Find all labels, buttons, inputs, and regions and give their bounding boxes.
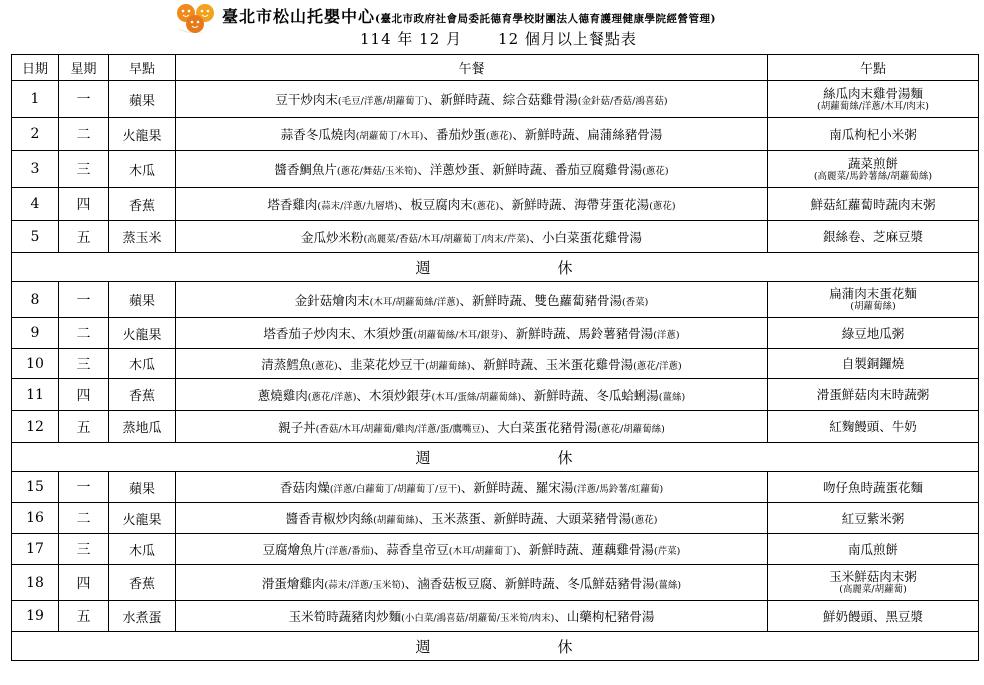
- lunch-dish: 親子丼: [278, 419, 316, 435]
- snack-cell: [768, 565, 979, 601]
- lunch-dish: 、蒜香皇帝豆: [373, 542, 449, 557]
- lunch-ingredients: (洋蔥/馬鈴薯/紅蘿蔔): [573, 484, 664, 495]
- rest-label-a: 週: [415, 448, 433, 467]
- table-row: [12, 534, 979, 565]
- weekend-rest-label: [12, 443, 979, 472]
- snack-cell: [768, 349, 979, 379]
- weekday-cell: 五: [59, 411, 109, 443]
- table-row: [12, 221, 979, 253]
- weekday-cell: 四: [59, 565, 109, 601]
- lunch-ingredients: (香菇/木耳/胡蘿蔔/雞肉/洋蔥/蛋/鷹嘴豆): [315, 423, 485, 435]
- lunch-cell: [176, 472, 768, 503]
- lunch-dish: 豆干炒肉末: [275, 92, 338, 107]
- lunch-dish: 金瓜炒米粉: [301, 229, 364, 245]
- lunch-ingredients: (芹菜): [653, 546, 681, 557]
- lunch-ingredients: (胡蘿蔔絲): [373, 515, 419, 526]
- lunch-ingredients: (蔥花/洋蔥): [633, 360, 682, 372]
- table-body: [12, 81, 979, 661]
- snack-dish: 南瓜煎餅: [847, 541, 898, 557]
- lunch-ingredients: (蔥花): [649, 201, 676, 212]
- date-cell: 17: [12, 534, 59, 565]
- lunch-dish: 、新鮮時蔬、冬瓜蛤蜊湯: [521, 387, 659, 403]
- date-cell: 19: [12, 601, 59, 632]
- lunch-dish: 、新鮮時蔬、馬鈴薯豬骨湯: [503, 326, 654, 341]
- lunch-cell: [176, 503, 768, 534]
- snack-cell: [768, 601, 979, 632]
- lunch-cell: [176, 151, 768, 188]
- lunch-ingredients: (香菜): [621, 296, 649, 308]
- table-row: [12, 81, 979, 118]
- weekday-cell: 三: [59, 349, 109, 379]
- lunch-cell: [176, 601, 768, 632]
- breakfast-cell: 蒸玉米: [109, 221, 176, 253]
- lunch-dish: 、木須炒銀芽: [356, 387, 432, 403]
- date-cell: 16: [12, 503, 59, 534]
- lunch-cell: [176, 349, 768, 379]
- snack-cell: [768, 411, 979, 443]
- lunch-dish: 、滷香菇板豆腐、新鮮時蔬、冬瓜鮮菇豬骨湯: [404, 575, 655, 591]
- table-row: [12, 118, 979, 151]
- lunch-ingredients: (蔥花): [472, 201, 500, 212]
- date-cell: 1: [12, 81, 59, 118]
- lunch-ingredients: (蔥花): [631, 515, 658, 526]
- table-row: [12, 318, 979, 349]
- table-row: [12, 349, 979, 379]
- snack-dish: 銀絲卷、芝麻豆漿: [822, 229, 923, 244]
- snack-dish: 玉米鮮菇肉末粥: [829, 569, 917, 584]
- lunch-dish: 、新鮮時蔬、雙色蘿蔔豬骨湯: [459, 292, 622, 308]
- lunch-dish: 金針菇燴肉末: [294, 292, 370, 308]
- snack-dish: 綠豆地瓜粥: [841, 325, 905, 341]
- lunch-ingredients: (蒜末/洋蔥/玉米筍): [324, 579, 405, 591]
- breakfast-cell: 木瓜: [109, 534, 176, 565]
- snack-cell: [768, 118, 979, 151]
- table-row: [12, 379, 979, 411]
- lunch-ingredients: (木耳/胡蘿蔔絲/洋蔥): [369, 296, 460, 308]
- lunch-ingredients: (蔥花): [642, 166, 669, 177]
- lunch-dish: 豆腐燴魚片: [262, 542, 326, 557]
- lunch-dish: 滑蛋燴雞肉: [261, 575, 325, 591]
- date-cell: 18: [12, 565, 59, 601]
- snack-cell: [768, 151, 979, 188]
- lunch-ingredients: (木耳/蛋絲/胡蘿蔔絲): [431, 391, 522, 403]
- snack-cell: [768, 472, 979, 503]
- table-header-row: [12, 55, 979, 81]
- breakfast-cell: 蘋果: [109, 81, 176, 118]
- lunch-ingredients: (高麗菜/香菇/木耳/胡蘿蔔丁/肉末/芹菜): [363, 233, 530, 245]
- lunch-ingredients: (洋蔥/白蘿蔔丁/胡蘿蔔丁/豆干): [329, 484, 461, 495]
- lunch-dish: 、山藥枸杞豬骨湯: [554, 609, 655, 624]
- date-cell: 15: [12, 472, 59, 503]
- table-row: [12, 601, 979, 632]
- center-name: 臺北市松山托嬰中心: [222, 7, 376, 26]
- lunch-dish: 、玉米蒸蛋、新鮮時蔬、大頭菜豬骨湯: [418, 511, 632, 526]
- breakfast-cell: 火龍果: [109, 318, 176, 349]
- weekday-cell: 一: [59, 81, 109, 118]
- snack-dish: 鮮菇紅蘿蔔時蔬肉末粥: [810, 196, 936, 212]
- weekday-cell: 一: [59, 282, 109, 318]
- snack-ingredients: (高麗菜/馬鈴薯絲/胡蘿蔔絲): [813, 170, 933, 182]
- rest-label-b: 休: [557, 258, 575, 277]
- snack-cell: [768, 81, 979, 118]
- lunch-cell: [176, 118, 768, 151]
- lunch-dish: 清蒸鱈魚: [261, 356, 312, 372]
- col-lunch: 午餐: [176, 55, 768, 81]
- weekday-cell: 三: [59, 151, 109, 188]
- col-weekday: 星期: [59, 55, 109, 81]
- weekday-cell: 五: [59, 601, 109, 632]
- lunch-ingredients: (洋蔥/番茄): [325, 546, 374, 557]
- lunch-dish: 蔥燒雞肉: [257, 387, 308, 403]
- lunch-cell: [176, 534, 768, 565]
- lunch-dish: 、番茄炒蛋: [423, 127, 486, 142]
- weekend-rest-label: [12, 632, 979, 661]
- date-cell: 10: [12, 349, 59, 379]
- snack-cell: [768, 221, 979, 253]
- col-snack: 午點: [768, 55, 979, 81]
- lunch-dish: 玉米筍時蔬豬肉炒麵: [288, 609, 402, 624]
- lunch-ingredients: (毛豆/洋蔥/胡蘿蔔丁): [337, 96, 428, 107]
- breakfast-cell: 火龍果: [109, 503, 176, 534]
- date-cell: 5: [12, 221, 59, 253]
- menu-subtitle: [360, 28, 673, 49]
- col-breakfast: 早點: [109, 55, 176, 81]
- lunch-ingredients: (胡蘿蔔絲): [425, 360, 471, 372]
- lunch-cell: [176, 565, 768, 601]
- lunch-dish: 、韭菜花炒豆干: [337, 356, 426, 372]
- breakfast-cell: 蘋果: [109, 472, 176, 503]
- table-row: [12, 188, 979, 221]
- lunch-dish: 、新鮮時蔬、扁蒲絲豬骨湯: [512, 127, 663, 142]
- lunch-dish: 、新鮮時蔬、海帶芽蛋花湯: [499, 197, 650, 212]
- breakfast-cell: 香蕉: [109, 379, 176, 411]
- rest-label-a: 週: [415, 637, 433, 656]
- date-cell: 11: [12, 379, 59, 411]
- breakfast-cell: 木瓜: [109, 151, 176, 188]
- rest-label-a: 週: [415, 258, 433, 277]
- lunch-dish: 塔香茄子炒肉末、木須炒蛋: [263, 326, 414, 341]
- lunch-cell: [176, 81, 768, 118]
- lunch-ingredients: (金針菇/香菇/鴻喜菇): [577, 96, 668, 107]
- snack-ingredients: (胡蘿蔔絲/洋蔥/木耳/肉末): [816, 100, 929, 112]
- breakfast-cell: 香蕉: [109, 565, 176, 601]
- snack-dish: 南瓜枸杞小米粥: [829, 126, 917, 142]
- lunch-ingredients: (小白菜/鴻喜菇/胡蘿蔔/玉米筍/肉末): [401, 613, 555, 624]
- lunch-ingredients: (蔥花): [485, 131, 513, 142]
- lunch-dish: 、小白菜蛋花雞骨湯: [529, 229, 642, 245]
- weekend-rest-row: [12, 443, 979, 472]
- date-cell: 2: [12, 118, 59, 151]
- table-row: [12, 503, 979, 534]
- snack-dish: 紅麴饅頭、牛奶: [829, 419, 917, 434]
- breakfast-cell: 木瓜: [109, 349, 176, 379]
- lunch-dish: 、新鮮時蔬、綜合菇雞骨湯: [427, 92, 578, 107]
- date-cell: 3: [12, 151, 59, 188]
- weekday-cell: 三: [59, 534, 109, 565]
- lunch-dish: 香菇肉燥: [279, 480, 330, 495]
- lunch-ingredients: (薑絲): [654, 579, 682, 591]
- lunch-cell: [176, 221, 768, 253]
- lunch-ingredients: (蔥花): [311, 360, 338, 372]
- date-cell: 9: [12, 318, 59, 349]
- lunch-dish: 、新鮮時蔬、玉米蛋花雞骨湯: [470, 356, 634, 372]
- lunch-cell: [176, 318, 768, 349]
- snack-cell: [768, 534, 979, 565]
- weekday-cell: 二: [59, 118, 109, 151]
- date-cell: 12: [12, 411, 59, 443]
- weekday-cell: 二: [59, 318, 109, 349]
- rest-label-b: 休: [557, 448, 575, 467]
- snack-cell: [768, 282, 979, 318]
- snack-dish: 扁蒲肉末蛋花麵: [829, 286, 917, 301]
- year-month: 114 年 12 月: [360, 30, 463, 48]
- col-date: 日期: [12, 55, 59, 81]
- lunch-ingredients: (蒜末/洋蔥/九層塔): [317, 201, 398, 212]
- lunch-ingredients: (洋蔥): [653, 330, 680, 341]
- snack-cell: [768, 318, 979, 349]
- lunch-ingredients: (薑絲): [658, 391, 686, 403]
- lunch-dish: 塔香雞肉: [267, 197, 318, 212]
- table-row: [12, 151, 979, 188]
- lunch-dish: 、洋蔥炒蛋、新鮮時蔬、番茄豆腐雞骨湯: [417, 162, 643, 177]
- weekday-cell: 五: [59, 221, 109, 253]
- meal-menu-table: [11, 54, 979, 661]
- lunch-ingredients: (蔥花/舞菇/玉米筍): [336, 166, 418, 177]
- weekday-cell: 四: [59, 379, 109, 411]
- snack-dish: 紅豆紫米粥: [841, 510, 905, 526]
- lunch-dish: 、新鮮時蔬、羅宋湯: [460, 480, 574, 495]
- weekend-rest-row: [12, 632, 979, 661]
- lunch-ingredients: (木耳/胡蘿蔔丁): [448, 546, 517, 557]
- lunch-dish: 、新鮮時蔬、蓮藕雞骨湯: [516, 542, 654, 557]
- lunch-ingredients: (胡蘿蔔絲/木耳/銀芽): [413, 330, 504, 341]
- snack-cell: [768, 503, 979, 534]
- lunch-dish: 蒜香冬瓜燒肉: [280, 127, 356, 142]
- breakfast-cell: 蒸地瓜: [109, 411, 176, 443]
- breakfast-cell: 香蕉: [109, 188, 176, 221]
- lunch-ingredients: (胡蘿蔔丁/木耳): [355, 131, 424, 142]
- table-row: [12, 411, 979, 443]
- date-cell: 4: [12, 188, 59, 221]
- center-logo-icon: [175, 2, 217, 34]
- table-row: [12, 565, 979, 601]
- weekend-rest-label: [12, 253, 979, 282]
- lunch-dish: 、板豆腐肉末: [397, 197, 473, 212]
- weekday-cell: 二: [59, 503, 109, 534]
- breakfast-cell: 火龍果: [109, 118, 176, 151]
- snack-ingredients: (胡蘿蔔絲): [850, 301, 896, 312]
- weekend-rest-row: [12, 253, 979, 282]
- lunch-dish: 、大白菜蛋花豬骨湯: [484, 419, 598, 435]
- page-header: [0, 0, 984, 52]
- weekday-cell: 四: [59, 188, 109, 221]
- snack-dish: 吻仔魚時蔬蛋花麵: [822, 479, 923, 495]
- operator-note: (臺北市政府社會局委託德育學校財團法人德育護理健康學院經營管理): [375, 13, 716, 25]
- weekday-cell: 一: [59, 472, 109, 503]
- lunch-cell: [176, 282, 768, 318]
- lunch-cell: [176, 411, 768, 443]
- date-cell: 8: [12, 282, 59, 318]
- lunch-ingredients: (蔥花/洋蔥): [307, 391, 357, 403]
- snack-dish: 絲瓜肉末雞骨湯麵: [822, 85, 923, 101]
- center-title: [222, 4, 716, 27]
- snack-dish: 鮮奶饅頭、黑豆漿: [822, 608, 923, 624]
- lunch-dish: 醬香青椒炒肉絲: [285, 511, 374, 526]
- breakfast-cell: 水煮蛋: [109, 601, 176, 632]
- lunch-cell: [176, 188, 768, 221]
- lunch-ingredients: (蔥花/胡蘿蔔絲): [597, 423, 665, 435]
- snack-cell: [768, 379, 979, 411]
- snack-cell: [768, 188, 979, 221]
- menu-title: 12 個月以上餐點表: [498, 30, 637, 48]
- table-row: [12, 472, 979, 503]
- snack-dish: 蔬菜煎餅: [847, 155, 898, 171]
- snack-dish: 滑蛋鮮菇肉末時蔬粥: [816, 387, 930, 402]
- rest-label-b: 休: [557, 637, 575, 656]
- table-row: [12, 282, 979, 318]
- snack-ingredients: (高麗菜/胡蘿蔔): [839, 584, 907, 595]
- breakfast-cell: 蘋果: [109, 282, 176, 318]
- lunch-dish: 醬香鯛魚片: [274, 162, 337, 177]
- snack-dish: 自製銅鑼燒: [841, 356, 905, 371]
- lunch-cell: [176, 379, 768, 411]
